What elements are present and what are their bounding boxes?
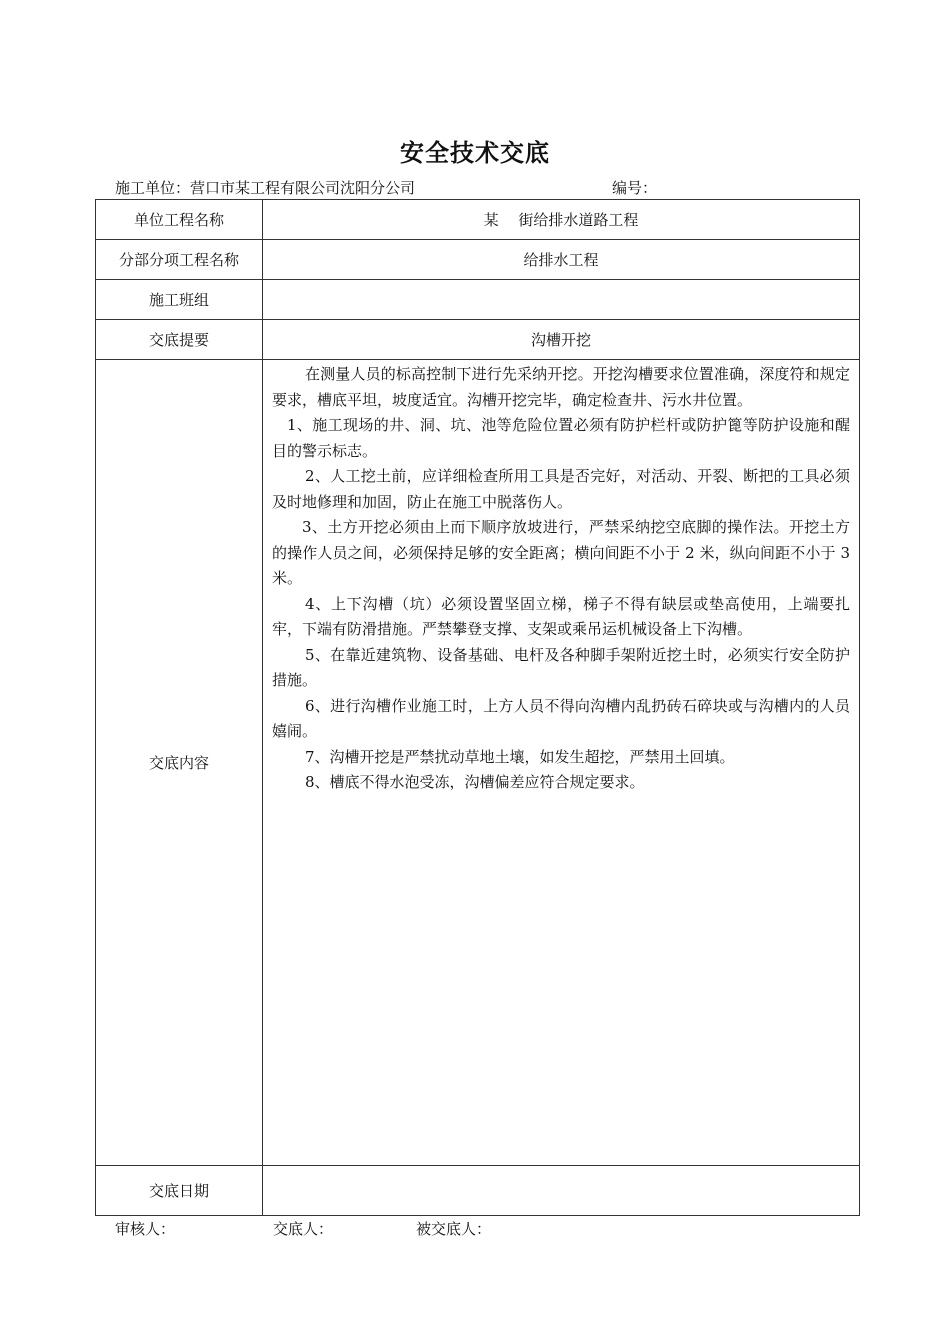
row-project-name bbox=[96, 200, 860, 240]
content-paragraph-intro: 在测量人员的标高控制下进行先采纳开挖。开挖沟槽要求位置准确，深度符和规定要求，槽底平坦，坡度适宜。沟槽开挖完毕，确定检查井、污水井位置。 bbox=[272, 365, 850, 409]
content-paragraph-5: 5、在靠近建筑物、设备基础、电杆及各种脚手架附近挖土时，必须实行安全防护措施。 bbox=[272, 645, 850, 689]
content-paragraph-7: 7、沟槽开挖是严禁扰动草地土壤，如发生超挖，严禁用土回填。 bbox=[305, 747, 735, 766]
row-content bbox=[96, 360, 860, 1166]
date-label: 交底日期 bbox=[96, 1166, 263, 1216]
sub-project-value: 给排水工程 bbox=[263, 240, 860, 280]
project-name-value: 某 街给排水道路工程 bbox=[263, 200, 860, 240]
discloser-label: 交底人： bbox=[273, 1220, 334, 1238]
content-paragraph-2: 2、人工挖土前，应详细检查所用工具是否完好，对活动、开裂、断把的工具必须及时地修理和加固，防止在施工中脱落伤人。 bbox=[272, 467, 850, 511]
project-name-label: 单位工程名称 bbox=[96, 200, 263, 240]
content-paragraph-1: 1、施工现场的井、洞、坑、池等危险位置必须有防护栏杆或防护篦等防护设施和醒目的警示标志。 bbox=[272, 416, 850, 460]
document-title: 安全技术交底 bbox=[400, 138, 550, 167]
date-value bbox=[263, 1166, 860, 1216]
content-paragraph-3: 3、土方开挖必须由上而下顺序放坡进行，严禁采纳挖空底脚的操作法。开挖土方的操作人员之间，必须保持足够的安全距离；横向间距不小于 2 米，纵向间距不小于 3 米。 bbox=[272, 518, 850, 587]
sub-project-label: 分部分项工程名称 bbox=[96, 240, 263, 280]
disclosure-form-table bbox=[95, 199, 860, 1216]
row-sub-project bbox=[96, 240, 860, 280]
team-label: 施工班组 bbox=[96, 280, 263, 320]
row-summary bbox=[96, 320, 860, 360]
content-paragraph-6: 6、进行沟槽作业施工时，上方人员不得向沟槽内乱扔砖石碎块或与沟槽内的人员嬉闹。 bbox=[272, 696, 850, 740]
receiver-label: 被交底人： bbox=[416, 1220, 492, 1238]
team-value bbox=[263, 280, 860, 320]
content-paragraph-4: 4、上下沟槽（坑）必须设置坚固立梯，梯子不得有缺层或垫高使用，上端要扎牢，下端有防滑措施。严禁攀登支撑、支架或乘吊运机械设备上下沟槽。 bbox=[272, 594, 850, 638]
serial-number-label: 编号： bbox=[612, 179, 658, 197]
content-body bbox=[263, 360, 859, 796]
construction-unit-label: 施工单位：营口市某工程有限公司沈阳分公司 bbox=[115, 179, 416, 197]
content-cell bbox=[263, 360, 860, 1166]
row-team bbox=[96, 280, 860, 320]
content-paragraph-8: 8、槽底不得水泡受冻，沟槽偏差应符合规定要求。 bbox=[305, 773, 645, 791]
reviewer-label: 审核人： bbox=[115, 1220, 176, 1238]
row-date bbox=[96, 1166, 860, 1216]
summary-label: 交底提要 bbox=[96, 320, 263, 360]
summary-value: 沟槽开挖 bbox=[263, 320, 860, 360]
content-label: 交底内容 bbox=[96, 360, 263, 1166]
